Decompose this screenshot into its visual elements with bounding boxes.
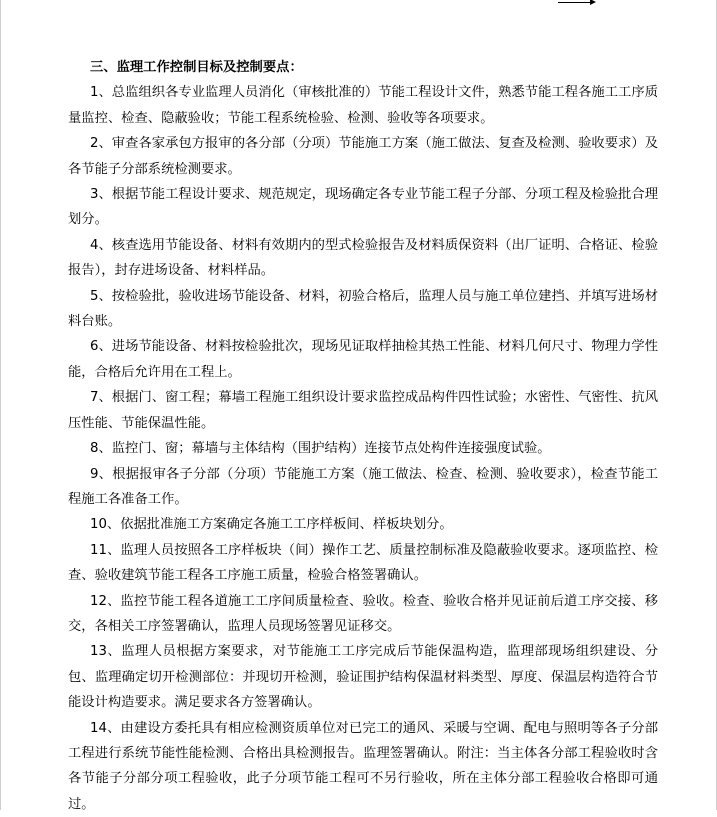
list-item: 10、依据批准施工方案确定各施工工序样板间、样板块划分。 [90,517,453,533]
list-item: 14、由建设方委托具有相应检测资质单位对已完工的通风、采暖与空调、配电与照明等各子分部工程进行系统节能性能检测、合格出具检测报告。监理签署确认。附注：当主体各分部工程验收时含各节能子分部分项工程验收，此子分项节能工程可不另行验收，所在主体分部工程验收合格即可通过。 [68,720,658,812]
list-item: 8、监控门、窗；幕墙与主体结构（围护结构）连接节点处构件连接强度试验。 [90,441,551,457]
section-heading: 三、监理工作控制目标及控制要点： [90,60,303,75]
list-item: 3、根据节能工程设计要求、规范规定，现场确定各专业节能工程子分部、分项工程及检验批合理划分。 [68,187,658,228]
list-item: 6、进场节能设备、材料按检验批次，现场见证取样抽检其热工性能、材料几何尺寸、物理力学性能，合格后允许用在工程上。 [68,339,658,380]
list-item: 11、监理人员按照各工序样板块（间）操作工艺、质量控制标准及隐蔽验收要求。逐项监控、检查、验收建筑节能工程各工序施工质量，检验合格签署确认。 [68,542,658,584]
list-item: 13、监理人员根据方案要求，对节能施工工序完成后节能保温构造，监理部现场组织建设、分包、监理确定切开检测部位：并现切开检测，验证围护结构保温材料类型、厚度、保温层构造符合节能设计构造要求。满足要求各方签署确认。 [68,644,658,711]
list-item: 5、按检验批，验收进场节能设备、材料，初验合格后，监理人员与施工单位建挡、并填写进场材料台账。 [68,288,658,330]
arrow-right-icon [558,1,596,5]
list-item: 12、监控节能工程各道施工工序间质量检查、验收。检查、验收合格并见证前后道工序交接、移交，各相关工序签署确认，监理人员现场签署见证移交。 [68,593,658,634]
list-item: 9、根据报审各子分部（分项）节能施工方案（施工做法、检查、检测、验收要求），检查节能工程施工各准备工作。 [68,466,658,507]
list-item: 2、审查各家承包方报审的各分部（分项）节能施工方案（施工做法、复查及检测、验收要求）及各节能子分部系统检测要求。 [68,136,658,177]
document-body [68,55,658,817]
list-item: 7、根据门、窗工程；幕墙工程施工组织设计要求监控成品构件四性试验；水密性、气密性、抗风压性能、节能保温性能。 [68,390,658,431]
list-item: 4、核查选用节能设备、材料有效期内的型式检验报告及材料质保资料（出厂证明、合格证、检验报告），封存进场设备、材料样品。 [68,237,658,279]
list-item: 1、总监组织各专业监理人员消化（审核批准的）节能工程设计文件，熟悉节能工程各施工工序质量监控、检查、隐蔽验收；节能工程系统检验、检测、验收等各项要求。 [68,85,658,126]
